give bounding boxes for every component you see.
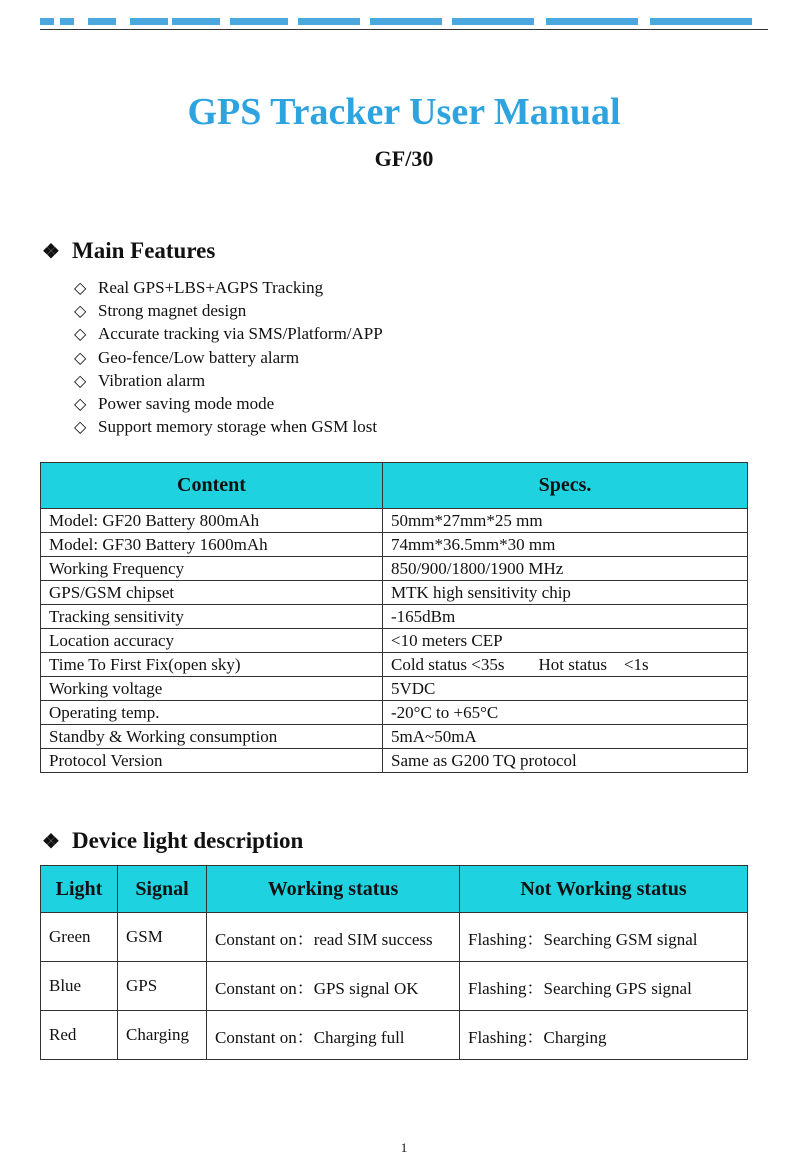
header-segment [88, 18, 116, 25]
list-item: ◇ Vibration alarm [74, 369, 383, 392]
list-item: ◇ Real GPS+LBS+AGPS Tracking [74, 276, 383, 299]
table-row: Model: GF20 Battery 800mAh 50mm*27mm*25 mm [41, 509, 748, 533]
feature-list [74, 276, 383, 438]
list-item: ◇ Strong magnet design [74, 299, 383, 322]
main-features-heading-text: Main Features [72, 238, 216, 263]
table-row: Green GSM Constant on：read SIM success Flashing：Searching GSM signal [41, 913, 748, 962]
column-header-not-working: Not Working status [460, 866, 748, 913]
hollow-diamond-icon: ◇ [74, 303, 87, 321]
header-decoration [40, 18, 752, 25]
table-row: Working voltage 5VDC [41, 677, 748, 701]
column-header-specs: Specs. [383, 463, 748, 509]
hollow-diamond-icon: ◇ [74, 280, 87, 297]
list-item: ◇ Power saving mode mode [74, 392, 383, 415]
column-header-light: Light [41, 866, 118, 913]
column-header-content: Content [41, 463, 383, 509]
header-segment [172, 18, 220, 25]
table-row: Working Frequency 850/900/1800/1900 MHz [41, 557, 748, 581]
table-header-row [41, 866, 748, 913]
table-row: Tracking sensitivity -165dBm [41, 605, 748, 629]
list-item: ◇ Support memory storage when GSM lost [74, 415, 383, 438]
table-row: Model: GF30 Battery 1600mAh 74mm*36.5mm*30 mm [41, 533, 748, 557]
table-row: Location accuracy <10 meters CEP [41, 629, 748, 653]
header-segment [230, 18, 288, 25]
table-row: Time To First Fix(open sky) Cold status <35s Hot status <1s [41, 653, 748, 677]
list-item: ◇ Accurate tracking via SMS/Platform/APP [74, 322, 383, 345]
header-segment [452, 18, 534, 25]
document-title: GPS Tracker User Manual [187, 91, 621, 133]
header-segment [298, 18, 360, 25]
table-row: GPS/GSM chipset MTK high sensitivity chip [41, 581, 748, 605]
device-light-heading [42, 828, 303, 854]
hollow-diamond-icon: ◇ [74, 372, 87, 390]
header-segment [60, 18, 74, 25]
header-segment [546, 18, 638, 25]
diamond-bullet-icon: ❖ [42, 241, 60, 263]
hollow-diamond-icon: ◇ [74, 419, 87, 437]
model-subtitle: GF/30 [374, 146, 434, 171]
table-row: Operating temp. -20°C to +65°C [41, 701, 748, 725]
device-light-heading-text: Device light description [72, 828, 304, 853]
table-row: Protocol Version Same as G200 TQ protocol [41, 749, 748, 773]
table-row: Red Charging Constant on：Charging full Flashing：Charging [41, 1011, 748, 1060]
header-segment [40, 18, 54, 25]
page-number: 1 [400, 1140, 408, 1155]
column-header-signal: Signal [118, 866, 207, 913]
table-row: Blue GPS Constant on：GPS signal OK Flashing：Searching GPS signal [41, 962, 748, 1011]
table-row: Standby & Working consumption 5mA~50mA [41, 725, 748, 749]
header-segment [370, 18, 442, 25]
header-rule [40, 29, 768, 30]
column-header-working: Working status [207, 866, 460, 913]
specs-table [40, 462, 748, 773]
main-features-heading [42, 238, 215, 264]
table-header-row [41, 463, 748, 509]
hollow-diamond-icon: ◇ [74, 349, 87, 367]
diamond-bullet-icon: ❖ [42, 831, 60, 853]
header-segment [130, 18, 168, 25]
hollow-diamond-icon: ◇ [74, 395, 87, 413]
list-item: ◇ Geo-fence/Low battery alarm [74, 346, 383, 369]
hollow-diamond-icon: ◇ [74, 326, 87, 344]
light-table [40, 865, 748, 1060]
header-segment [650, 18, 752, 25]
